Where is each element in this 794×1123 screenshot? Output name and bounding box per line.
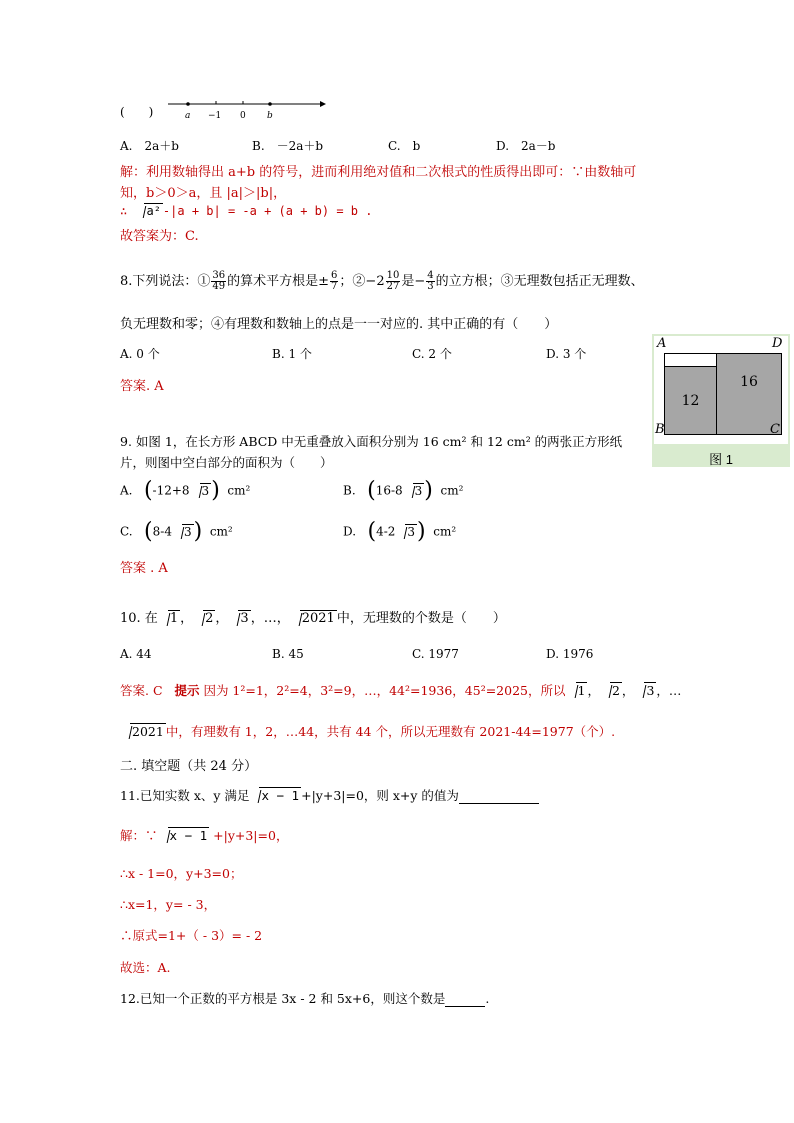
label-0: 0 [240, 111, 246, 121]
q7-option-a[interactable]: A. 2a＋b [120, 139, 179, 153]
q10-stem: 10. 在 1 ， 2 ， 3 ，…， 2021 中，无理数的个数是（ ） [120, 611, 506, 626]
q10-option-c[interactable]: C. 1977 [412, 647, 459, 661]
point-b [268, 102, 272, 106]
q9-answer: 答案 . A [120, 561, 168, 576]
q8-option-b[interactable]: B. 1 个 [272, 347, 312, 361]
corner-d: D [772, 336, 783, 351]
label-neg1: −1 [208, 111, 222, 121]
q10-option-b[interactable]: B. 45 [272, 647, 304, 661]
figure-caption: 图 1 [709, 452, 733, 467]
q7-paren: ( ) [120, 105, 154, 119]
q8-stem-line1: 8.下列说法：① $\frac{36}{49}$ 的算术平方根是± $\frac{6}{7}$ ；②−2 $\frac{10}{27}$ 是− $\frac{4}{3}$ 的立方根；③无理数包括正无理数、 [120, 270, 644, 292]
rectangle-abcd [664, 353, 782, 435]
corner-b: B [655, 422, 665, 437]
q8-stem-line2: 负无理数和零；④有理数和数轴上的点是一一对应的. 其中正确的有（ ） [120, 317, 558, 332]
q9-stem-line1: 9. 如图 1，在长方形 ABCD 中无重叠放入面积分别为 16 cm² 和 12 cm² 的两张正方形纸 [120, 434, 623, 449]
figure-1 [652, 334, 790, 467]
square-12: 12 [665, 367, 717, 434]
q8-option-d[interactable]: D. 3 个 [546, 347, 587, 361]
q12-stem: 12.已知一个正数的平方根是 3x - 2 和 5x+6，则这个数是 . [120, 991, 490, 1006]
q9-option-a[interactable]: A. (-12+8 3) cm² [120, 478, 251, 503]
point-a [186, 102, 190, 106]
corner-c: C [770, 422, 780, 437]
q7-option-b[interactable]: B. －2a＋b [252, 139, 324, 153]
q11-solution-line4: ∴原式=1+（ - 3）= - 2 [120, 928, 263, 943]
q7-solution-line1: 解：利用数轴得出 a+b 的符号，进而利用绝对值和二次根式的性质得出即可：∵由数轴可 [120, 165, 637, 180]
corner-a: A [657, 336, 667, 351]
q9-option-d[interactable]: D. (4-2 3) cm² [343, 519, 457, 544]
q10-answer-hint: 答案. C 提示 因为 1²=1，2²=4，3²=9，…，44²=1936，45²=2025，所以 1 ， 2 ， 3 ，… [120, 683, 682, 698]
q7-solution-line3: ∴ a² -|a + b| = -a + (a + b) = b . [120, 204, 373, 218]
q11-answer-blank[interactable] [459, 789, 539, 804]
q10-hint-line2: 2021 中，有理数有 1，2，…44，共有 44 个，所以无理数有 2021-44=1977（个）. [120, 722, 615, 740]
q11-solution-line3: ∴x=1，y= - 3， [120, 897, 217, 912]
q10-option-a[interactable]: A. 44 [120, 647, 152, 661]
q9-stem-line2: 片，则图中空白部分的面积为（ ） [120, 455, 333, 470]
q7-option-c[interactable]: C. b [388, 139, 421, 153]
q8-option-c[interactable]: C. 2 个 [412, 347, 452, 361]
q12-answer-blank[interactable] [445, 992, 485, 1007]
q7-solution-line2: 知，b＞0＞a，且 |a|＞|b|， [120, 186, 287, 201]
q11-solution-line2: ∴x - 1=0，y+3=0； [120, 866, 243, 881]
section-heading-fill-in: 二. 填空题（共 24 分） [120, 759, 258, 774]
q7-option-d[interactable]: D. 2a－b [496, 139, 556, 153]
q11-solution-line1: 解：∵ x − 1 +|y+3|=0， [120, 828, 289, 843]
q9-option-b[interactable]: B. (16-8 3) cm² [343, 478, 464, 503]
label-b: b [267, 111, 273, 121]
blank-region [665, 354, 717, 367]
q8-option-a[interactable]: A. 0 个 [120, 347, 160, 361]
square-16: 16 [740, 374, 758, 390]
q9-option-c[interactable]: C. (8-4 3) cm² [120, 519, 233, 544]
q11-stem: 11.已知实数 x、y 满足 x − 1 +|y+3|=0，则 x+y 的值为 [120, 786, 539, 804]
q11-solution-line5: 故选：A. [120, 960, 171, 975]
q7-answer: 故答案为：C. [120, 229, 199, 244]
q10-option-d[interactable]: D. 1976 [546, 647, 594, 661]
label-a: a [185, 111, 191, 121]
q8-answer: 答案. A [120, 379, 164, 394]
number-line [168, 96, 328, 122]
